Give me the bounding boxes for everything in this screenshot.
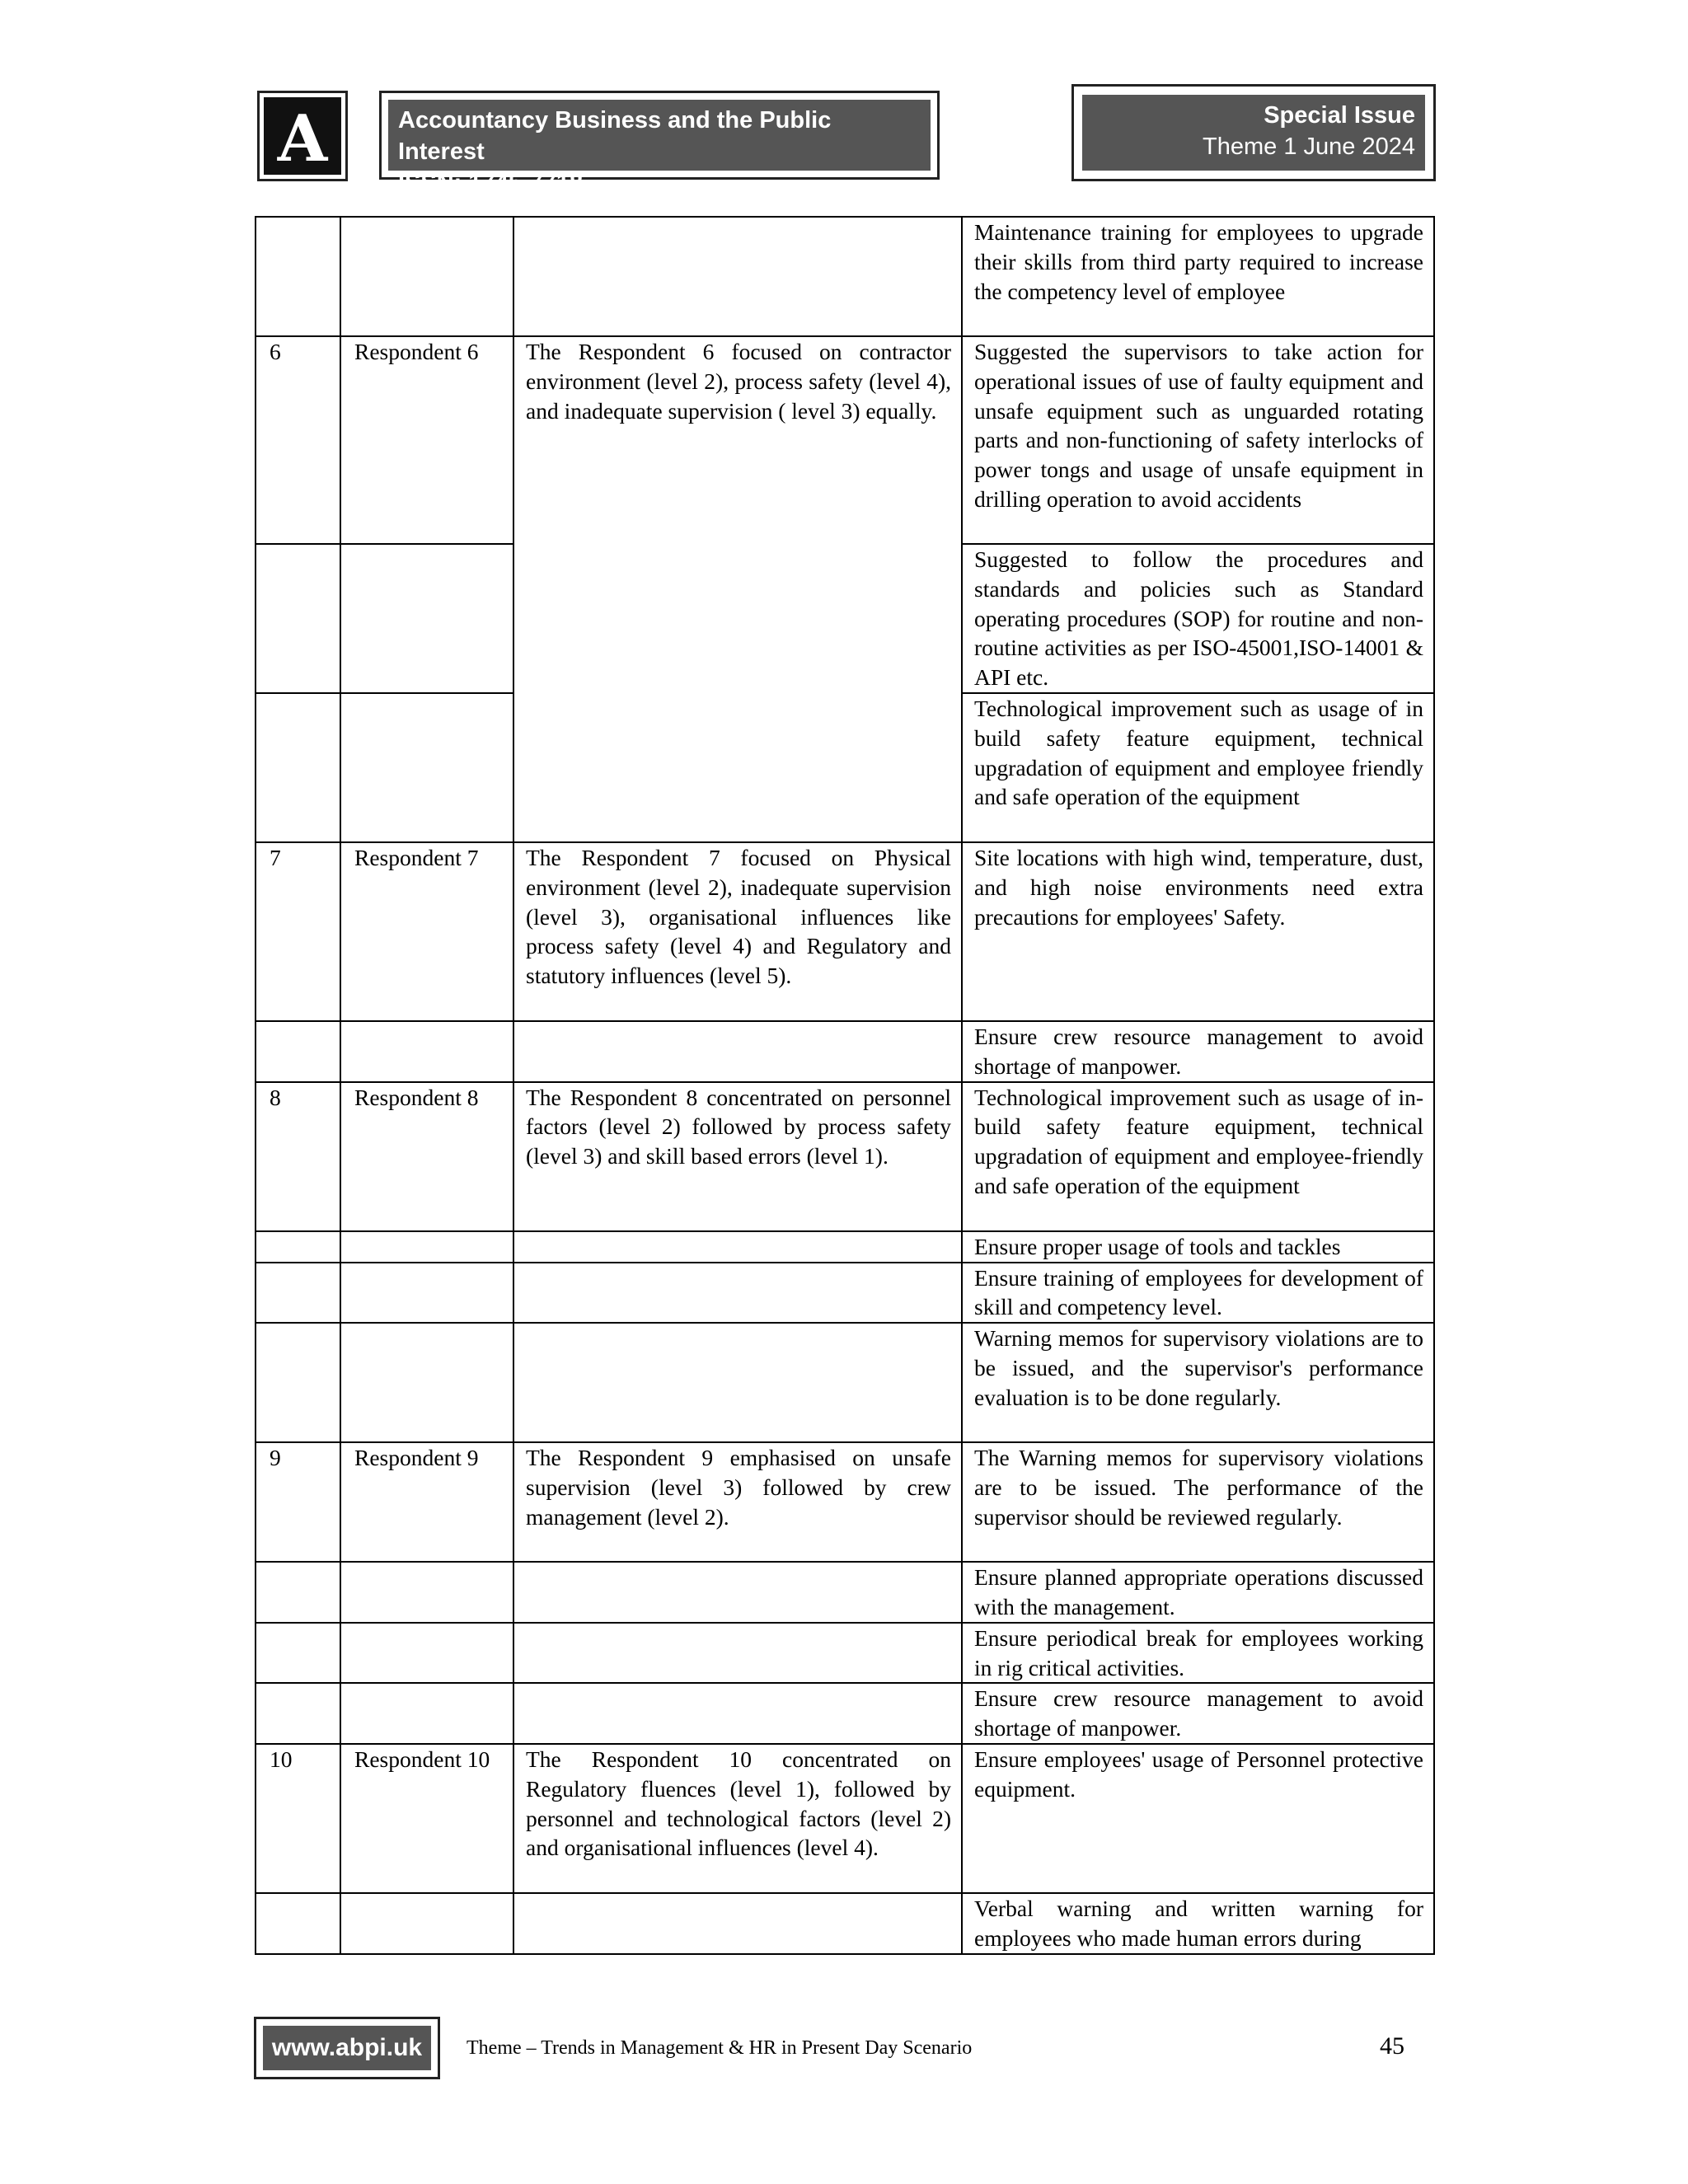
table-row [256, 1893, 1434, 1954]
focus-cell [513, 1323, 962, 1442]
table-row [256, 217, 1434, 336]
issue-panel [1082, 95, 1425, 171]
focus-cell: The Respondent 8 concentrated on personnel factors (level 2) followed by process safety (level 3) and skill based errors (level 1). [513, 1082, 962, 1231]
row-number-cell [256, 1562, 340, 1623]
focus-cell: The Respondent 10 concentrated on Regulatory fluences (level 1), followed by personnel and technological factors (level 2) and organisational influences (level 4). [513, 1744, 962, 1893]
respondent-cell [340, 1231, 513, 1263]
table-row [256, 1263, 1434, 1324]
recommendation-cell: Ensure proper usage of tools and tackles [962, 1231, 1434, 1263]
focus-cell: The Respondent 7 focused on Physical environment (level 2), inadequate supervision (level 3), organisational influences like process safety (level 4) and Regulatory and statutory influences (level 5). [513, 842, 962, 1021]
respondent-cell [340, 1683, 513, 1744]
row-number-cell [256, 1263, 340, 1324]
recommendation-cell: Warning memos for supervisory violations are to be issued, and the supervisor's performance evaluation is to be done regularly. [962, 1323, 1434, 1442]
row-number-cell [256, 1683, 340, 1744]
respondent-table [255, 216, 1435, 1955]
respondent-cell [340, 1021, 513, 1082]
row-number-cell [256, 1323, 340, 1442]
table-row [256, 1562, 1434, 1623]
respondent-cell [340, 544, 513, 693]
focus-cell [513, 1231, 962, 1263]
table-row [256, 842, 1434, 1021]
respondent-cell: Respondent 6 [340, 336, 513, 544]
focus-cell [513, 1562, 962, 1623]
page-number: 45 [1380, 2032, 1404, 2060]
table-row [256, 1623, 1434, 1684]
row-number-cell [256, 1021, 340, 1082]
table-row [256, 1323, 1434, 1442]
respondent-cell: Respondent 8 [340, 1082, 513, 1231]
focus-cell [513, 1263, 962, 1324]
focus-cell [513, 1683, 962, 1744]
recommendation-cell: Maintenance training for employees to upgrade their skills from third party required to increase the competency level of employee [962, 217, 1434, 336]
recommendation-cell: Ensure crew resource management to avoid shortage of manpower. [962, 1683, 1434, 1744]
issue-theme: Theme 1 June 2024 [1203, 134, 1415, 160]
logo-letter: A [277, 101, 328, 175]
website-link[interactable]: www.abpi.uk [263, 2026, 431, 2070]
row-number-cell: 10 [256, 1744, 340, 1893]
table-row [256, 336, 1434, 544]
focus-cell [513, 1893, 962, 1954]
row-number-cell [256, 544, 340, 693]
respondent-cell: Respondent 7 [340, 842, 513, 1021]
table-row [256, 1021, 1434, 1082]
table-row [256, 1442, 1434, 1562]
table-row [256, 1744, 1434, 1893]
journal-title: Accountancy Business and the Public Interest [398, 107, 832, 165]
issue-label: Special Issue [1264, 102, 1415, 129]
recommendation-cell: Site locations with high wind, temperature, dust, and high noise environments need extra precautions for employees' Safety. [962, 842, 1434, 1021]
row-number-cell: 9 [256, 1442, 340, 1562]
row-number-cell [256, 217, 340, 336]
recommendation-cell: The Warning memos for supervisory violations are to be issued. The performance of the supervisor should be reviewed regularly. [962, 1442, 1434, 1562]
recommendation-cell: Ensure employees' usage of Personnel protective equipment. [962, 1744, 1434, 1893]
row-number-cell: 7 [256, 842, 340, 1021]
table-row [256, 1231, 1434, 1263]
recommendation-cell: Ensure crew resource management to avoid shortage of manpower. [962, 1021, 1434, 1082]
focus-cell: The Respondent 6 focused on contractor environment (level 2), process safety (level 4), and inadequate supervision ( level 3) equally. [513, 336, 962, 842]
journal-issn: ISSN: 1745-7718 [398, 170, 584, 196]
respondent-cell [340, 1893, 513, 1954]
table-row [256, 1683, 1434, 1744]
row-number-cell [256, 1623, 340, 1684]
respondent-cell: Respondent 9 [340, 1442, 513, 1562]
recommendation-cell: Technological improvement such as usage of in build safety feature equipment, technical upgradation of equipment and employee friendly and safe operation of the equipment [962, 693, 1434, 842]
focus-cell [513, 1021, 962, 1082]
recommendation-cell: Ensure training of employees for development of skill and competency level. [962, 1263, 1434, 1324]
recommendation-cell: Verbal warning and written warning for employees who made human errors during [962, 1893, 1434, 1954]
row-number-cell [256, 1893, 340, 1954]
table-row [256, 1082, 1434, 1231]
respondent-cell [340, 1623, 513, 1684]
website-badge [254, 2017, 440, 2079]
journal-logo [257, 91, 348, 181]
focus-cell [513, 217, 962, 336]
issue-box [1071, 84, 1436, 181]
respondent-cell [340, 693, 513, 842]
footer-theme: Theme – Trends in Management & HR in Present Day Scenario [467, 2037, 973, 2059]
recommendation-cell: Ensure periodical break for employees working in rig critical activities. [962, 1623, 1434, 1684]
row-number-cell: 8 [256, 1082, 340, 1231]
focus-cell: The Respondent 9 emphasised on unsafe supervision (level 3) followed by crew management (level 2). [513, 1442, 962, 1562]
respondent-cell [340, 1562, 513, 1623]
recommendation-cell: Technological improvement such as usage of in-build safety feature equipment, technical upgradation of equipment and employee-friendly and safe operation of the equipment [962, 1082, 1434, 1231]
logo-mark [264, 97, 341, 175]
focus-cell [513, 1623, 962, 1684]
recommendation-cell: Suggested the supervisors to take action for operational issues of use of faulty equipment and unsafe equipment such as unguarded rotating parts and non-functioning of safety interlocks of power tongs and usage of unsafe equipment in drilling operation to avoid accidents [962, 336, 1434, 544]
journal-title-box [379, 91, 940, 196]
recommendation-cell: Ensure planned appropriate operations discussed with the management. [962, 1562, 1434, 1623]
row-number-cell [256, 693, 340, 842]
respondent-cell [340, 217, 513, 336]
respondent-cell: Respondent 10 [340, 1744, 513, 1893]
row-number-cell [256, 1231, 340, 1263]
recommendation-cell: Suggested to follow the procedures and standards and policies such as Standard operating procedures (SOP) for routine and non-routine activities as per ISO-45001,ISO-14001 & API etc. [962, 544, 1434, 693]
row-number-cell: 6 [256, 336, 340, 544]
respondent-cell [340, 1323, 513, 1442]
journal-title-panel [388, 100, 931, 196]
respondent-cell [340, 1263, 513, 1324]
